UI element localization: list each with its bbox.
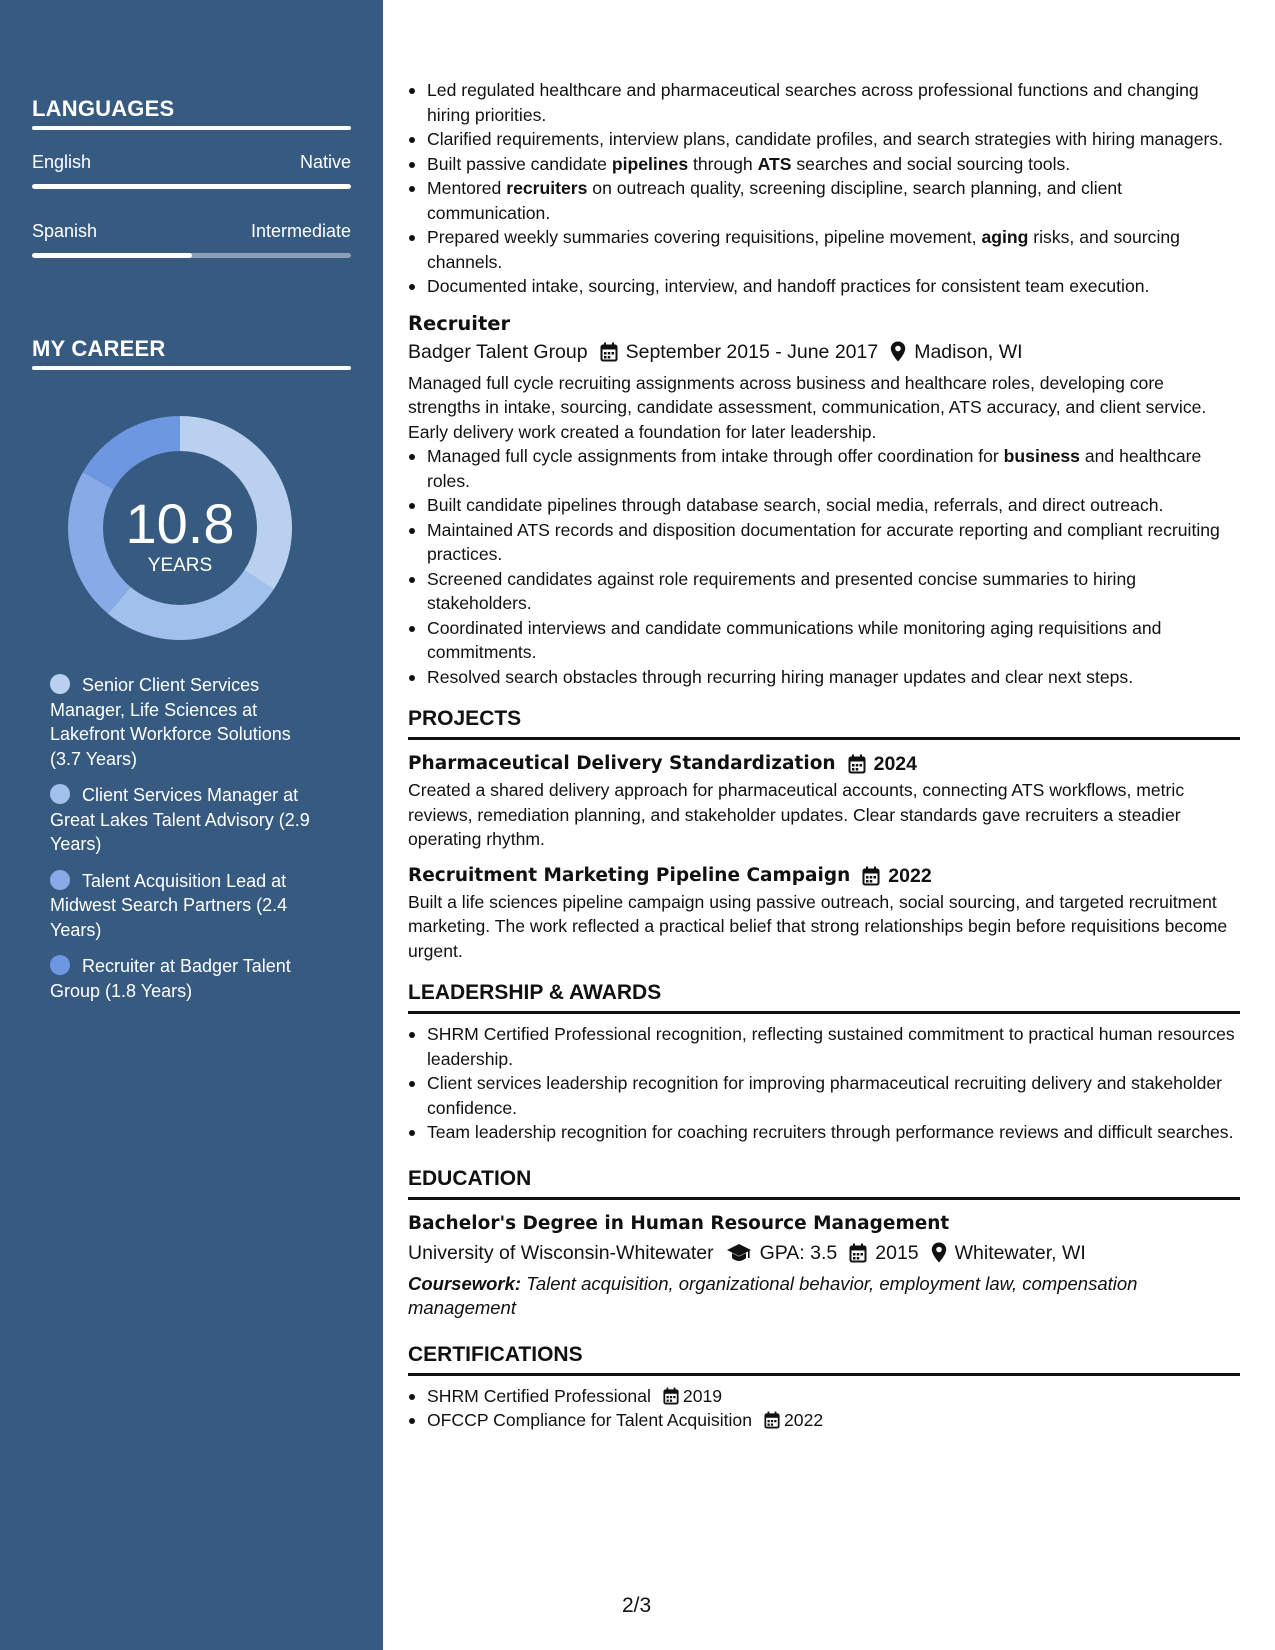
list-item: Screened candidates against role requirements and presented concise summaries to hiring stakeholders.	[408, 567, 1240, 616]
project-name: Recruitment Marketing Pipeline Campaign	[408, 864, 851, 886]
career-donut-chart	[62, 410, 298, 646]
project-title	[408, 750, 1240, 778]
list-item: SHRM Certified Professional recognition, reflecting sustained commitment to practical human resources leadership.	[408, 1022, 1240, 1071]
job-location: Madison, WI	[914, 340, 1023, 363]
list-item	[408, 1408, 1240, 1433]
project-description: Created a shared delivery approach for pharmaceutical accounts, connecting ATS workflows, metric reviews, remediation planning, and stakeholder updates. Clear standards gave recruiters a steadier operating rhythm.	[408, 780, 1185, 849]
list-item: Mentored recruiters on outreach quality, screening discipline, search planning, and client communication.	[408, 176, 1240, 225]
legend-dot	[50, 870, 70, 890]
legend-dot	[50, 955, 70, 975]
list-item: Built passive candidate pipelines through ATS searches and social sourcing tools.	[408, 152, 1240, 177]
list-item: Documented intake, sourcing, interview, and handoff practices for consistent team execution.	[408, 274, 1240, 299]
certification-name: OFCCP Compliance for Talent Acquisition	[427, 1410, 752, 1430]
project-name: Pharmaceutical Delivery Standardization	[408, 753, 836, 774]
list-item: Clarified requirements, interview plans, candidate profiles, and search strategies with hiring managers.	[408, 127, 1240, 152]
certifications-heading: CERTIFICATIONS	[408, 1341, 1240, 1376]
leadership-heading: LEADERSHIP & AWARDS	[408, 979, 1240, 1014]
career-legend-item: Talent Acquisition Lead at Midwest Search Partners (2.4 Years)	[50, 870, 288, 940]
location-pin-icon	[890, 341, 906, 362]
list-item	[408, 1384, 1240, 1409]
list-item: Built candidate pipelines through database search, social media, referrals, and direct outreach.	[408, 493, 1240, 518]
education-coursework	[408, 1272, 1240, 1321]
main-content	[408, 78, 1240, 1433]
education-location: Whitewater, WI	[954, 1241, 1086, 1264]
certification-year: 2022	[784, 1410, 824, 1430]
list-item: Maintained ATS records and disposition documentation for accurate reporting and compliant recruiting practices.	[408, 518, 1240, 567]
list-item: Resolved search obstacles through recurring hiring manager updates and clear next steps.	[408, 665, 1240, 690]
job-meta	[408, 337, 1240, 367]
coursework-text: Talent acquisition, organizational behavior, employment law, compensation management	[408, 1272, 1138, 1318]
job-title: Recruiter	[408, 311, 511, 335]
certifications-list	[408, 1384, 1240, 1433]
certification-name: SHRM Certified Professional	[427, 1385, 651, 1406]
sidebar	[0, 0, 383, 1650]
career-total-years: 10.8	[125, 492, 235, 555]
education-year: 2015	[875, 1241, 919, 1264]
project-year: 2022	[888, 864, 932, 887]
language-name: Spanish	[32, 221, 98, 241]
legend-dot	[50, 674, 70, 694]
project-title	[408, 862, 1240, 890]
coursework-label: Coursework:	[408, 1272, 522, 1294]
calendar-icon	[848, 754, 866, 774]
language-row-english	[32, 152, 351, 173]
calendar-icon	[849, 1243, 867, 1263]
list-item: Managed full cycle assignments from intake through offer coordination for business and healthcare roles.	[408, 444, 1240, 493]
list-item: Client services leadership recognition for improving pharmaceutical recruiting delivery and stakeholder confidence.	[408, 1071, 1240, 1120]
language-name: English	[32, 152, 92, 172]
language-bar-fill	[32, 184, 351, 189]
job-description: Managed full cycle recruiting assignments across business and healthcare roles, developing core strengths in intake, sourcing, candidate assessment, communication, ATS accuracy, and client service. Early delivery work created a foundation for later leadership.	[408, 372, 1207, 442]
projects-heading: PROJECTS	[408, 705, 1240, 740]
career-legend	[50, 673, 325, 1015]
project-year: 2024	[873, 753, 917, 775]
language-row-spanish	[32, 221, 351, 242]
education-gpa: GPA: 3.5	[759, 1241, 838, 1264]
education-heading: EDUCATION	[408, 1165, 1240, 1200]
project-description: Built a life sciences pipeline campaign using passive outreach, social sourcing, and targeted recruitment marketing. The work reflected a practical belief that strong relationships begin before requisitions become urgent.	[408, 891, 1228, 961]
language-bar-spanish	[32, 253, 351, 258]
education-degree: Bachelor's Degree in Human Resource Management	[408, 1212, 950, 1234]
language-bar-english	[32, 184, 351, 189]
list-item: Team leadership recognition for coaching recruiters through performance reviews and difficult searches.	[408, 1120, 1240, 1145]
language-bar-fill	[32, 253, 192, 258]
language-level: Native	[299, 152, 351, 172]
job-dates: September 2015 - June 2017	[625, 340, 879, 363]
calendar-icon	[600, 342, 618, 362]
page-number: 2/3	[622, 1594, 652, 1617]
location-pin-icon	[931, 1242, 947, 1263]
graduation-cap-icon	[726, 1243, 752, 1263]
career-rule	[32, 366, 351, 370]
legend-dot	[50, 784, 70, 804]
career-heading: MY CAREER	[32, 336, 166, 361]
calendar-icon	[862, 866, 880, 886]
education-school: University of Wisconsin-Whitewater	[408, 1241, 714, 1264]
leadership-list	[408, 1022, 1240, 1145]
certification-year: 2019	[682, 1385, 723, 1406]
language-level: Intermediate	[250, 221, 351, 241]
calendar-icon	[764, 1411, 780, 1429]
previous-job-bullets	[408, 78, 1240, 299]
career-total-unit: YEARS	[147, 555, 213, 576]
list-item: Prepared weekly summaries covering requisitions, pipeline movement, aging risks, and sourcing channels.	[408, 225, 1240, 274]
list-item: Coordinated interviews and candidate communications while monitoring aging requisitions and commitments.	[408, 616, 1240, 665]
languages-rule	[32, 126, 351, 130]
career-legend-item: Senior Client Services Manager, Life Sciences at Lakefront Workforce Solutions (3.7 Years)	[50, 675, 291, 769]
career-legend-item: Recruiter at Badger Talent Group (1.8 Years)	[50, 956, 291, 1001]
job-bullets	[408, 444, 1240, 689]
list-item: Led regulated healthcare and pharmaceutical searches across professional functions and changing hiring priorities.	[408, 78, 1240, 127]
education-meta	[408, 1238, 1240, 1268]
career-legend-item: Client Services Manager at Great Lakes Talent Advisory (2.9 Years)	[50, 785, 310, 854]
calendar-icon	[663, 1387, 679, 1405]
languages-heading: LANGUAGES	[32, 96, 175, 121]
job-company: Badger Talent Group	[408, 340, 588, 363]
